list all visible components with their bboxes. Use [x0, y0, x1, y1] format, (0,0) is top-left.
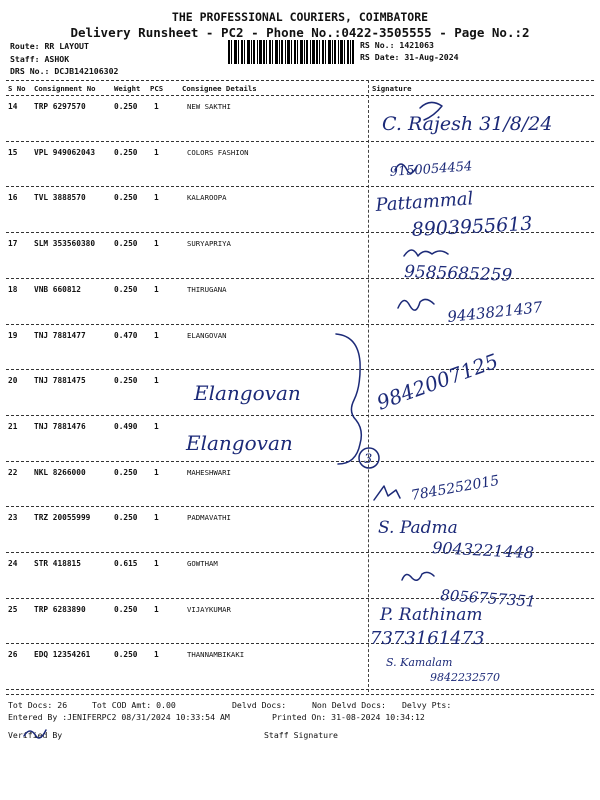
handwritten-name-row16: Pattammal	[374, 188, 474, 216]
row-pcs: 1	[154, 421, 159, 431]
total-docs: Tot Docs: 26	[8, 700, 68, 710]
row-consignee: MAHESHWARI	[187, 467, 231, 477]
bracket-mark	[336, 334, 361, 464]
delivery-points: Delvy Pts:	[402, 700, 452, 710]
verified-by-label: Verified By	[8, 730, 63, 740]
handwritten-phone-row26: 9842232570	[430, 671, 500, 684]
handwritten-name-row25: P. Rathinam	[380, 605, 483, 625]
delivered-docs: Delvd Docs:	[232, 700, 287, 710]
staff-label: Staff: ASHOK	[10, 54, 70, 64]
row-weight: 0.250	[114, 513, 138, 523]
row-consignment-no: STR 418815	[34, 559, 81, 568]
handwritten-phone-row22: 7845252015	[409, 472, 501, 504]
row-pcs: 1	[154, 559, 159, 568]
row-sno: 19	[8, 330, 18, 340]
signature-stroke-row22	[374, 486, 400, 500]
route-label: Route: RR LAYOUT	[10, 41, 89, 51]
row-sno: 26	[8, 650, 18, 660]
row-weight: 0.615	[114, 559, 138, 568]
row-consignment-no: TRZ 20055999	[34, 513, 91, 523]
entered-by: Entered By :JENIFERPC2 08/31/2024 10:33:54 AM	[8, 712, 230, 722]
row-weight: 0.490	[114, 421, 138, 431]
row-weight: 0.250	[114, 284, 138, 294]
row-pcs: 1	[154, 330, 159, 340]
column-header-weight: Weight	[114, 84, 141, 93]
row-sno: 18	[8, 284, 18, 294]
row-pcs: 1	[154, 102, 159, 111]
row-sno: 25	[8, 604, 18, 614]
printed-on: Printed On: 31-08-2024 10:34:12	[272, 712, 425, 722]
handwritten-name-row26: S. Kamalam	[386, 656, 453, 669]
rs-date: RS Date: 31-Aug-2024	[360, 52, 459, 62]
signature-stroke-row24	[402, 572, 434, 580]
column-header-consignment: Consignment No	[34, 84, 96, 93]
column-header-signature: Signature	[372, 84, 412, 93]
row-consignee: SURYAPRIYA	[187, 239, 231, 249]
column-header-consignee: Consignee Details	[182, 84, 257, 93]
handwritten-name-row23: S. Padma	[378, 518, 458, 538]
row-consignment-no: TVL 3888570	[34, 193, 86, 203]
total-cod-amount: Tot COD Amt: 0.00	[92, 700, 176, 710]
row-consignee: VIJAYKUMAR	[187, 604, 231, 614]
row-pcs: 1	[154, 467, 159, 477]
runsheet-title: Delivery Runsheet - PC2 - Phone No.:0422-3505555 - Page No.:2	[70, 25, 530, 40]
row-pcs: 1	[154, 147, 159, 157]
row-pcs: 1	[154, 239, 159, 249]
handwritten-text-row14: C. Rajesh 31/8/24	[382, 113, 553, 135]
handwritten-phone-row24: 8056757351	[439, 586, 537, 611]
rs-number: RS No.: 1421063	[360, 40, 434, 50]
circled-number-text: 3	[364, 452, 373, 467]
staff-signature-label: Staff Signature	[264, 730, 338, 740]
handwritten-phone-row16: 8903955613	[411, 212, 533, 241]
row-sno: 24	[8, 559, 18, 568]
row-sno: 22	[8, 467, 18, 477]
row-consignment-no: NKL 8266000	[34, 467, 86, 477]
column-header-sno: S No	[8, 84, 26, 93]
row-weight: 0.250	[114, 650, 138, 660]
row-weight: 0.250	[114, 147, 138, 157]
signature-stroke-row18	[398, 299, 434, 310]
row-weight: 0.250	[114, 376, 138, 386]
handwritten-phone-row25: 7373161473	[370, 628, 485, 649]
row-pcs: 1	[154, 376, 159, 386]
non-delivered-docs: Non Delvd Docs:	[312, 700, 386, 710]
row-weight: 0.250	[114, 102, 138, 111]
signature-stroke-row17	[404, 250, 448, 256]
row-consignee: THANNAMBIKAKI	[187, 650, 245, 660]
row-pcs: 1	[154, 193, 159, 203]
row-sno: 16	[8, 193, 18, 203]
row-sno: 21	[8, 421, 18, 431]
row-consignment-no: EDQ 12354261	[34, 650, 91, 660]
verified-initial-mark	[22, 724, 52, 744]
row-consignment-no: TNJ 7881477	[34, 330, 86, 340]
row-pcs: 1	[154, 513, 159, 523]
row-consignment-no: TNJ 7881475	[34, 376, 86, 386]
footer-divider	[6, 694, 594, 695]
row-weight: 0.470	[114, 330, 138, 340]
row-sno: 14	[8, 102, 18, 111]
row-consignee: PADMAVATHI	[187, 513, 231, 523]
row-consignee: COLORS FASHION	[187, 147, 249, 157]
row-sno: 23	[8, 513, 18, 523]
handwritten-text-row15: 9150054454	[389, 159, 473, 180]
row-consignment-no: TNJ 7881476	[34, 421, 86, 431]
row-consignee: GOWTHAM	[187, 559, 218, 568]
handwritten-phone-row18: 9443821437	[446, 298, 544, 326]
handwritten-phone-row23: 9043221448	[431, 538, 535, 563]
row-consignment-no: TRP 6297570	[34, 102, 86, 111]
company-title: THE PROFESSIONAL COURIERS, COIMBATORE	[171, 10, 429, 24]
row-pcs: 1	[154, 284, 159, 294]
drs-number: DRS No.: DCJB142106302	[10, 66, 119, 76]
row-consignment-no: VPL 949062043	[34, 147, 96, 157]
row-weight: 0.250	[114, 193, 138, 203]
handwritten-phone-row17: 9585685259	[403, 262, 513, 286]
row-sno: 15	[8, 147, 18, 157]
row-consignment-no: VNB 660812	[34, 284, 81, 294]
row-weight: 0.250	[114, 239, 138, 249]
row-consignment-no: SLM 353560380	[34, 239, 96, 249]
handwritten-name-row20: Elangovan	[194, 381, 301, 405]
row-pcs: 1	[154, 604, 159, 614]
row-consignee: NEW SAKTHI	[187, 102, 231, 111]
row-consignee: ELANGOVAN	[187, 330, 227, 340]
handwritten-name-row21: Elangovan	[186, 431, 293, 455]
row-consignment-no: TRP 6283890	[34, 604, 86, 614]
column-header-pcs: PCS	[150, 84, 164, 93]
row-weight: 0.250	[114, 604, 138, 614]
row-pcs: 1	[154, 650, 159, 660]
row-weight: 0.250	[114, 467, 138, 477]
row-consignee: THIRUGANA	[187, 284, 227, 294]
row-sno: 17	[8, 239, 18, 249]
row-sno: 20	[8, 376, 18, 386]
handwritten-phone-row19: 9842007125	[373, 348, 502, 415]
row-consignee: KALAROOPA	[187, 193, 227, 203]
